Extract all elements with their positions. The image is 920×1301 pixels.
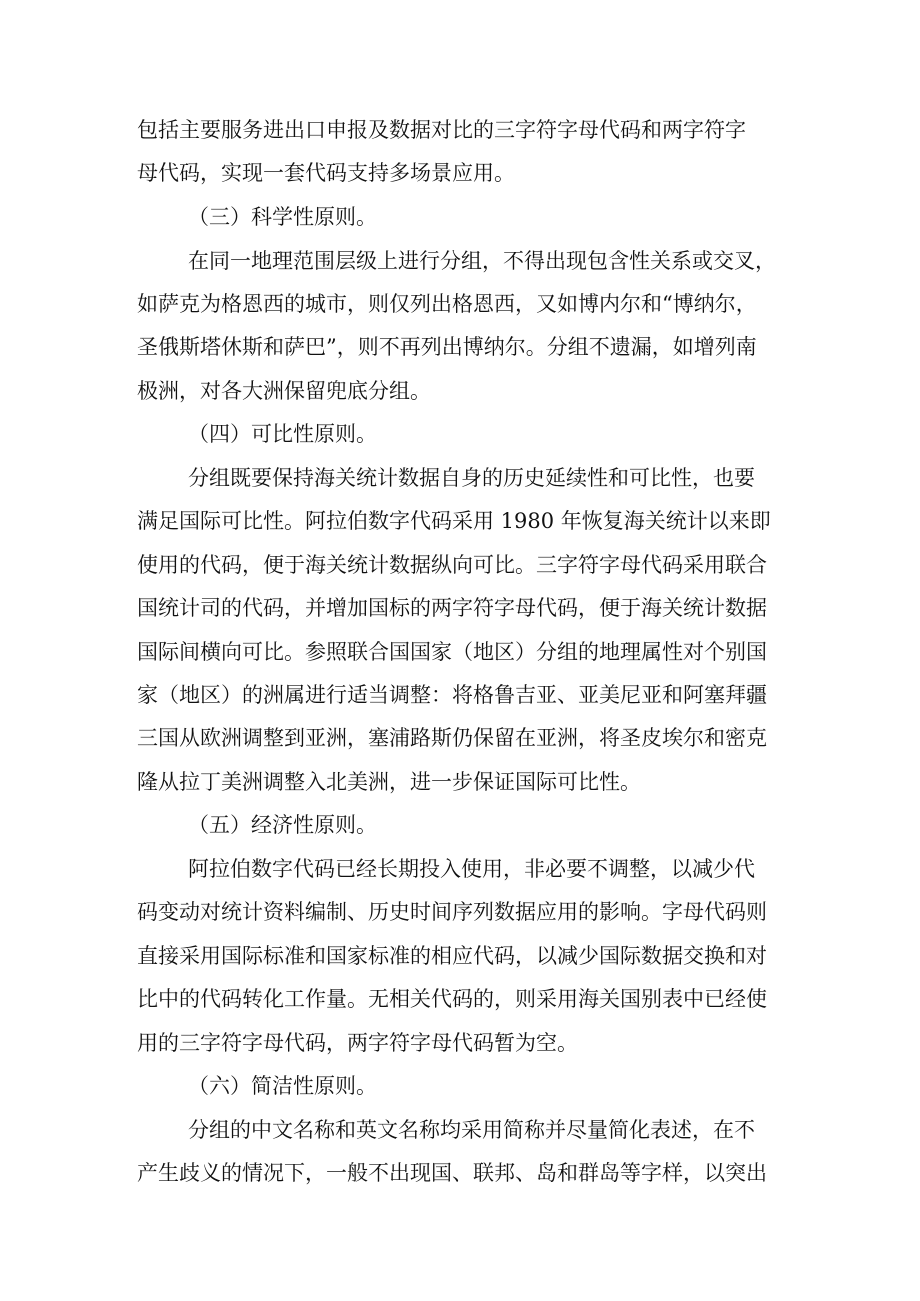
text-line: 用的三字符字母代码，两字符字母代码暂为空。: [137, 1031, 578, 1055]
text-line: 阿拉伯数字代码已经长期投入使用，非必要不调整，以减少代: [188, 857, 755, 881]
text-line: 母代码，实现一套代码支持多场景应用。: [137, 161, 515, 185]
text-line: 极洲，对各大洲保留兜底分组。: [137, 379, 431, 403]
text-line: 如萨克为格恩西的城市，则仅列出格恩西，又如博内尔和“博纳尔，: [137, 292, 757, 316]
text-line: 三国从欧洲调整到亚洲，塞浦路斯仍保留在亚洲，将圣皮埃尔和密克: [137, 726, 767, 750]
section-heading-4: （四）可比性原则。: [188, 422, 377, 446]
section-heading-3: （三）科学性原则。: [188, 205, 377, 229]
text-line: 隆从拉丁美洲调整入北美洲，进一步保证国际可比性。: [137, 770, 641, 794]
text-line: 分组的中文名称和英文名称均采用简称并尽量简化表述，在不: [188, 1118, 755, 1142]
text-line: 包括主要服务进出口申报及数据对比的三字符字母代码和两字符字: [137, 118, 746, 142]
text-line: 使用的代码，便于海关统计数据纵向可比。三字符字母代码采用联合: [137, 553, 767, 577]
text-line: 国际间横向可比。参照联合国国家（地区）分组的地理属性对个别国: [137, 640, 767, 664]
text-line: 比中的代码转化工作量。无相关代码的，则采用海关国别表中已经使: [137, 987, 767, 1011]
text-line: 满足国际可比性。阿拉伯数字代码采用 1980 年恢复海关统计以来即: [137, 509, 771, 533]
text-line: 在同一地理范围层级上进行分组，不得出现包含性关系或交叉，: [188, 249, 776, 273]
text-line: 圣俄斯塔休斯和萨巴”，则不再列出博纳尔。分组不遗漏，如增列南: [137, 335, 757, 359]
text-line: 产生歧义的情况下，一般不出现国、联邦、岛和群岛等字样，以突出: [137, 1161, 767, 1185]
text-line: 码变动对统计资料编制、历史时间序列数据应用的影响。字母代码则: [137, 900, 767, 924]
text-line: 国统计司的代码，并增加国标的两字符字母代码，便于海关统计数据: [137, 596, 767, 620]
section-heading-5: （五）经济性原则。: [188, 813, 377, 837]
text-line: 家（地区）的洲属进行适当调整：将格鲁吉亚、亚美尼亚和阿塞拜疆: [137, 683, 767, 707]
text-line: 直接采用国际标准和国家标准的相应代码，以减少国际数据交换和对: [137, 944, 767, 968]
section-heading-6: （六）简洁性原则。: [188, 1074, 377, 1098]
text-line: 分组既要保持海关统计数据自身的历史延续性和可比性，也要: [188, 466, 755, 490]
